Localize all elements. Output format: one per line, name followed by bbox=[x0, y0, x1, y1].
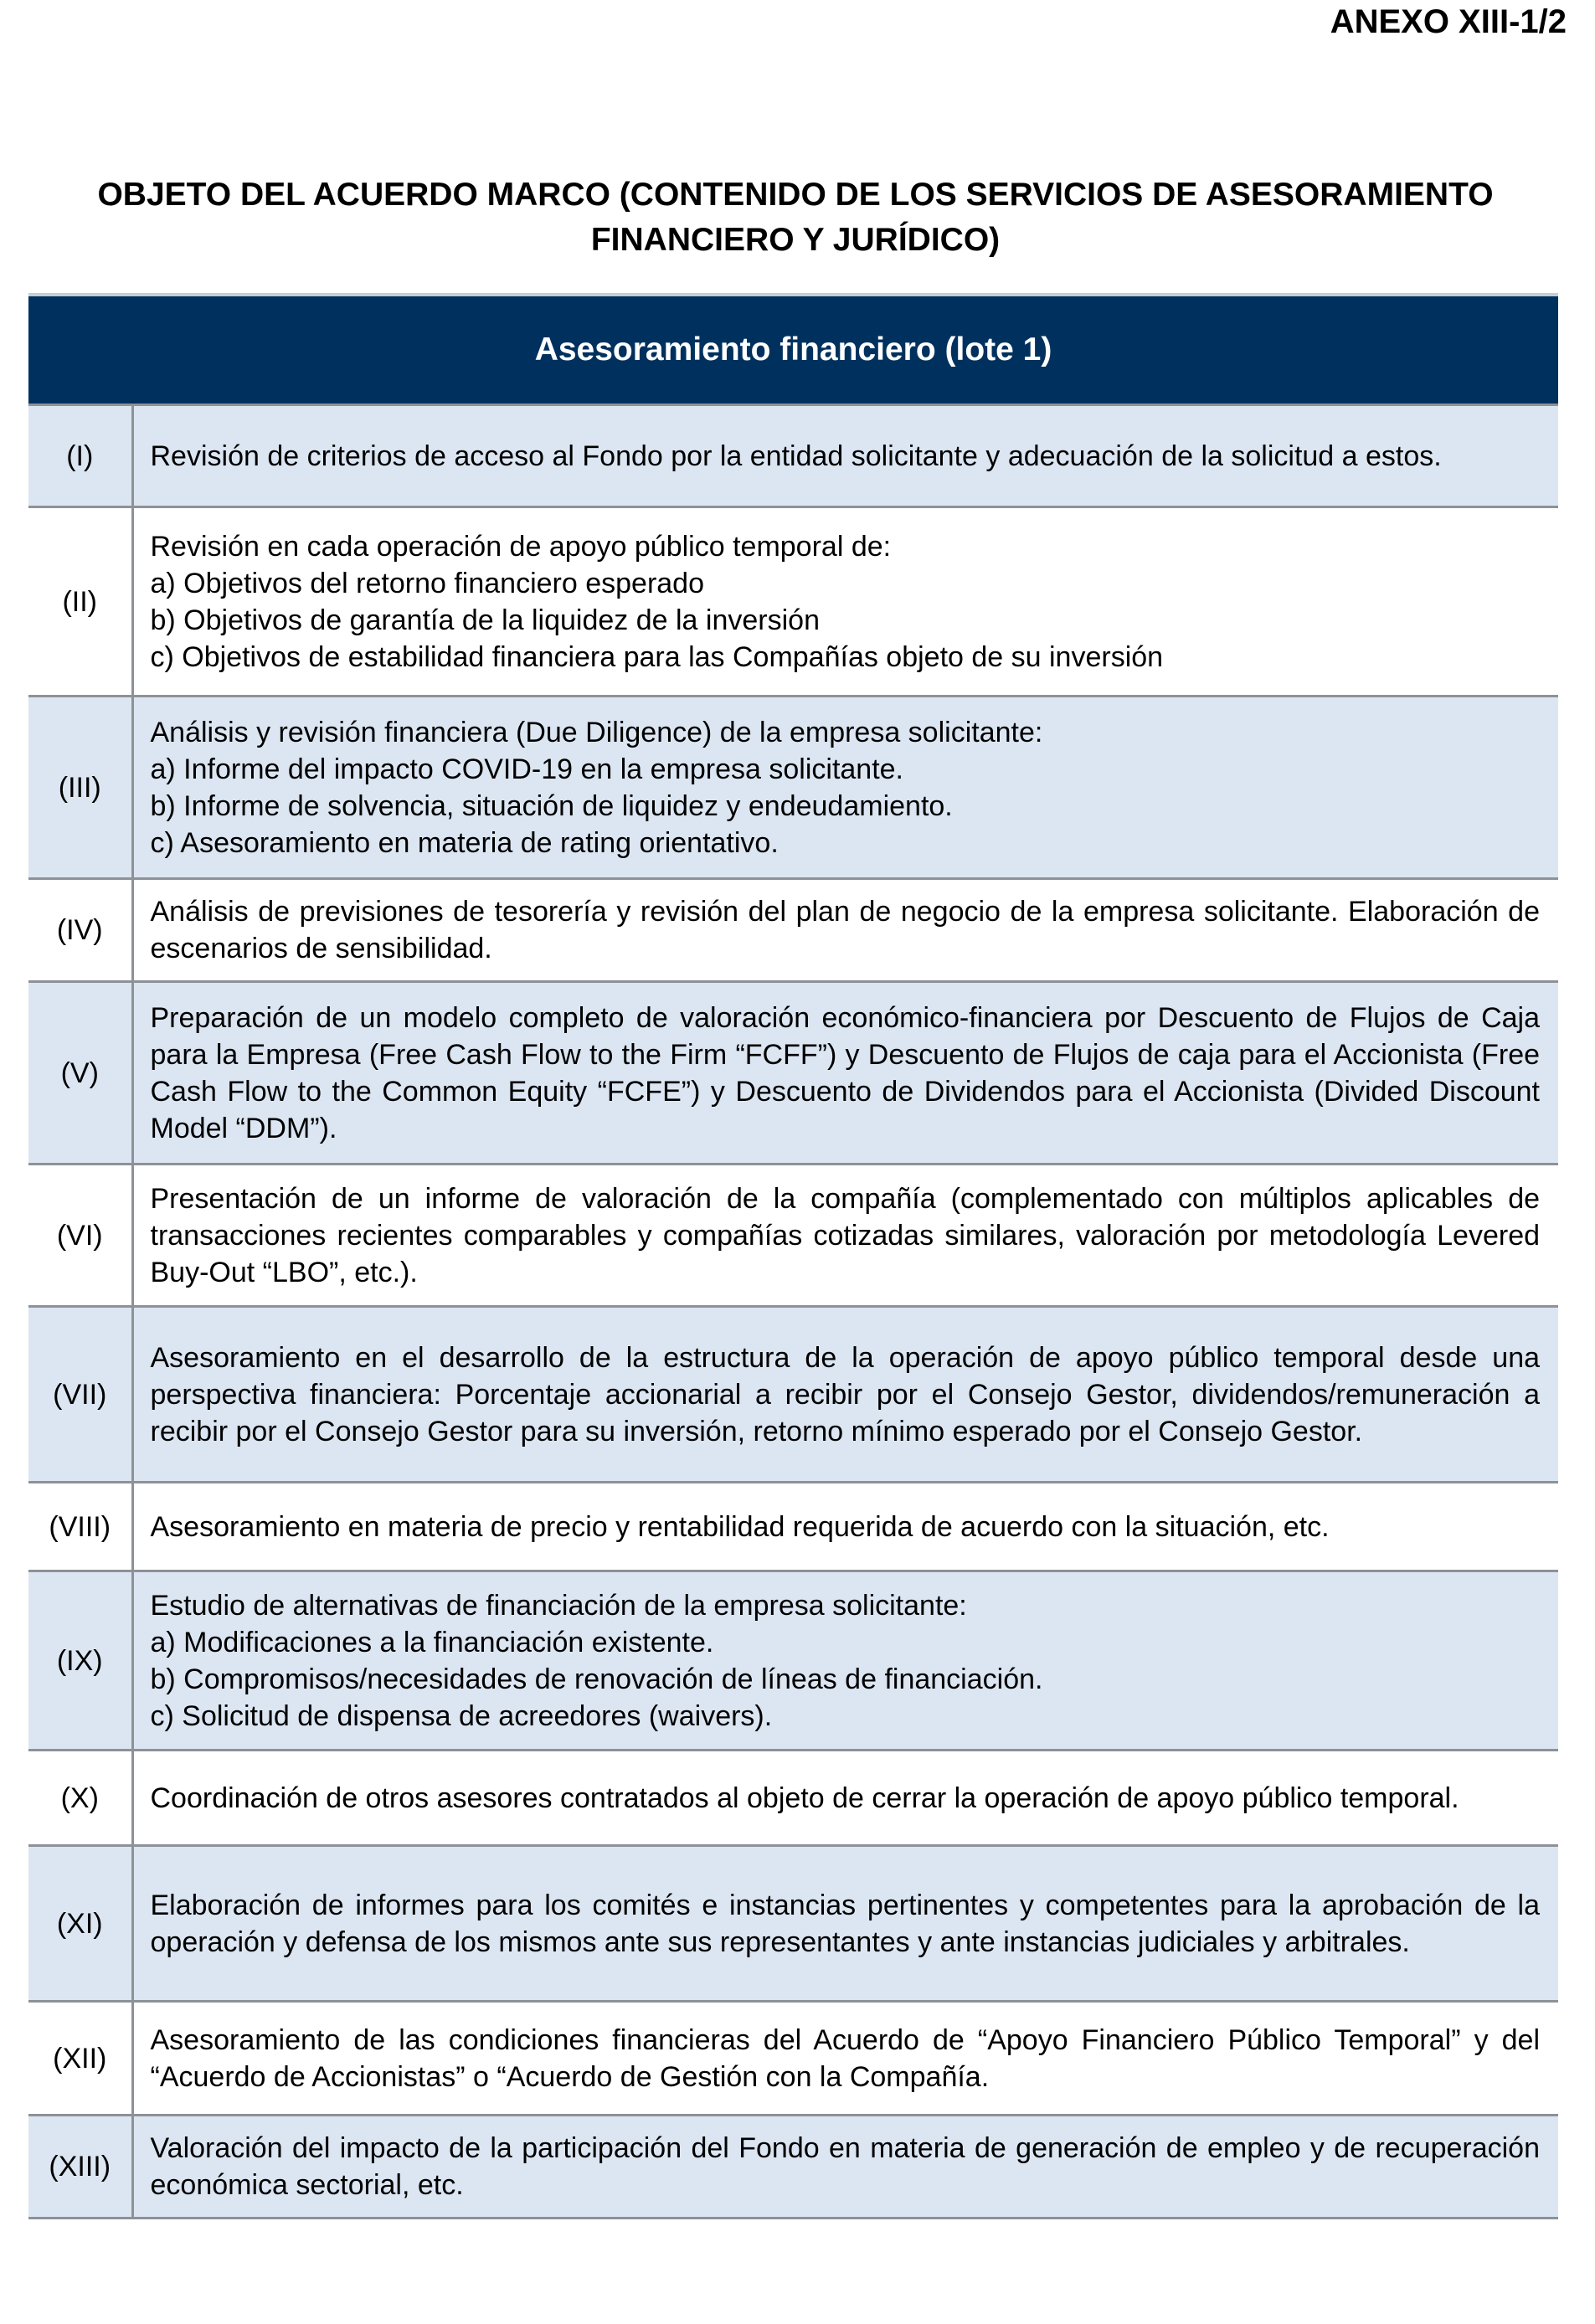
row-text: Preparación de un modelo completo de valoración económico-financiera por Descuento de Flujos de Caja para la Empresa (Free Cash Flow to the Firm “FCFF”) y Descuento de Flujos de caja para el Accionista (Free Cash Flow to the Common Equity “FCFE”) y Descuento de Dividendos para el Accionista (Divided Discount Model “DDM”). bbox=[132, 982, 1558, 1165]
row-text bbox=[132, 1571, 1558, 1751]
row-text: Presentación de un informe de valoración de la compañía (complementado con múltiplos aplicables de transacciones recientes comparables y compañías cotizadas similares, valoración por metodología Levered Buy-Out “LBO”, etc.). bbox=[132, 1165, 1558, 1307]
row-text bbox=[132, 697, 1558, 879]
row-text: Elaboración de informes para los comités e instancias pertinentes y competentes para la aprobación de la operación y defensa de los mismos ante sus representantes y ante instancias judiciales y arbitrales. bbox=[132, 1846, 1558, 2002]
row-lead: Análisis y revisión financiera (Due Diligence) de la empresa solicitante: bbox=[150, 716, 1043, 748]
row-lead: Revisión en cada operación de apoyo público temporal de: bbox=[150, 530, 892, 563]
list-item: c) Solicitud de dispensa de acreedores (waivers). bbox=[150, 1699, 773, 1732]
annex-label: ANEXO XIII-1/2 bbox=[1330, 3, 1567, 40]
row-text: Análisis de previsiones de tesorería y revisión del plan de negocio de la empresa solicitante. Elaboración de escenarios de sensibilidad. bbox=[132, 879, 1558, 982]
list-item: c) Objetivos de estabilidad financiera para las Compañías objeto de su inversión bbox=[150, 640, 1164, 673]
row-number: (IX) bbox=[28, 1571, 132, 1751]
row-text: Coordinación de otros asesores contratados al objeto de cerrar la operación de apoyo público temporal. bbox=[132, 1751, 1558, 1846]
table-row bbox=[28, 982, 1558, 1165]
table-row bbox=[28, 879, 1558, 982]
services-table bbox=[28, 293, 1558, 2219]
title-line-2: FINANCIERO Y JURÍDICO) bbox=[590, 222, 1001, 258]
row-text: Asesoramiento de las condiciones financieras del Acuerdo de “Apoyo Financiero Público Temporal” y del “Acuerdo de Accionistas” o “Acuerdo de Gestión con la Compañía. bbox=[132, 2002, 1558, 2116]
table-row bbox=[28, 507, 1558, 697]
row-number: (X) bbox=[28, 1751, 132, 1846]
row-text: Asesoramiento en materia de precio y rentabilidad requerida de acuerdo con la situación, etc. bbox=[132, 1483, 1558, 1571]
row-number: (IV) bbox=[28, 879, 132, 982]
row-number: (XIII) bbox=[28, 2116, 132, 2219]
table-row bbox=[28, 1307, 1558, 1483]
table-row bbox=[28, 1846, 1558, 2002]
row-number: (XI) bbox=[28, 1846, 132, 2002]
page-title bbox=[33, 172, 1557, 263]
table-header: Asesoramiento financiero (lote 1) bbox=[28, 295, 1558, 405]
list-item: c) Asesoramiento en materia de rating orientativo. bbox=[150, 826, 779, 859]
row-number: (II) bbox=[28, 507, 132, 697]
table-row bbox=[28, 1165, 1558, 1307]
row-number: (VI) bbox=[28, 1165, 132, 1307]
list-item: a) Modificaciones a la financiación existente. bbox=[150, 1626, 714, 1658]
table-row bbox=[28, 1571, 1558, 1751]
table-row bbox=[28, 1483, 1558, 1571]
table-row bbox=[28, 2116, 1558, 2219]
row-number: (VII) bbox=[28, 1307, 132, 1483]
row-text: Valoración del impacto de la participación del Fondo en materia de generación de empleo y de recuperación económica sectorial, etc. bbox=[132, 2116, 1558, 2219]
list-item: b) Informe de solvencia, situación de liquidez y endeudamiento. bbox=[150, 789, 953, 822]
list-item: a) Informe del impacto COVID-19 en la empresa solicitante. bbox=[150, 753, 904, 785]
list-item: b) Objetivos de garantía de la liquidez de la inversión bbox=[150, 604, 820, 636]
row-number: (III) bbox=[28, 697, 132, 879]
row-number: (XII) bbox=[28, 2002, 132, 2116]
table-row bbox=[28, 1751, 1558, 1846]
row-lead: Estudio de alternativas de financiación de la empresa solicitante: bbox=[150, 1589, 967, 1622]
list-item: a) Objetivos del retorno financiero esperado bbox=[150, 567, 704, 599]
row-number: (V) bbox=[28, 982, 132, 1165]
row-text: Asesoramiento en el desarrollo de la estructura de la operación de apoyo público temporal desde una perspectiva financiera: Porcentaje accionarial a recibir por el Consejo Gestor, dividendos/remuneración a recibir por el Consejo Gestor para su inversión, retorno mínimo esperado por el Consejo Gestor. bbox=[132, 1307, 1558, 1483]
list-item: b) Compromisos/necesidades de renovación de líneas de financiación. bbox=[150, 1663, 1043, 1695]
table-row bbox=[28, 2002, 1558, 2116]
row-number: (I) bbox=[28, 405, 132, 507]
table-row bbox=[28, 697, 1558, 879]
row-number: (VIII) bbox=[28, 1483, 132, 1571]
table-row bbox=[28, 405, 1558, 507]
title-line-1: OBJETO DEL ACUERDO MARCO (CONTENIDO DE LOS SERVICIOS DE ASESORAMIENTO bbox=[97, 177, 1494, 213]
row-text: Revisión de criterios de acceso al Fondo por la entidad solicitante y adecuación de la solicitud a estos. bbox=[132, 405, 1558, 507]
row-text bbox=[132, 507, 1558, 697]
